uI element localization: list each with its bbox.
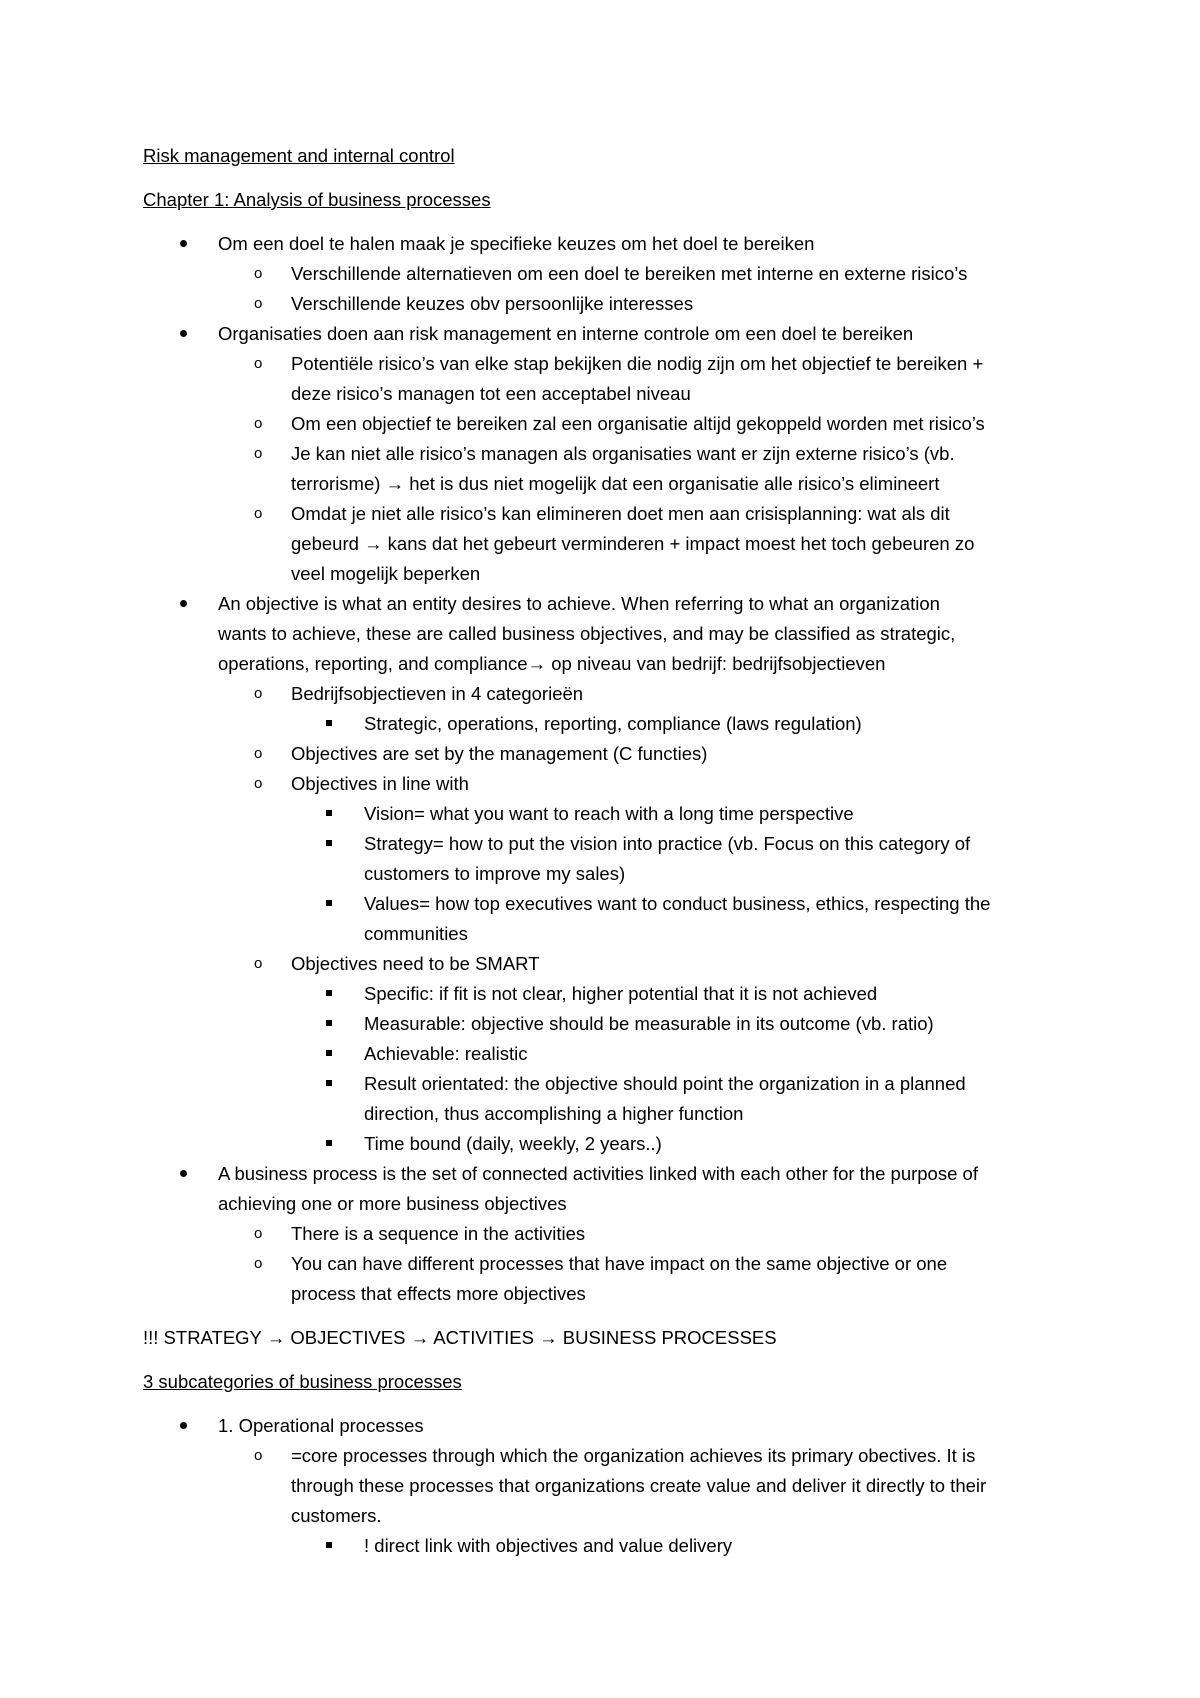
- section-heading: 3 subcategories of business processes: [143, 1371, 462, 1392]
- square-bullet-marker: [326, 829, 332, 859]
- bullet-marker: [180, 1411, 187, 1441]
- sub-bullet-marker: o: [254, 295, 263, 312]
- bullet-text: 1. Operational processes: [218, 1415, 424, 1436]
- square-bullet-marker: [326, 1069, 332, 1099]
- sub-bullet-item: [143, 289, 1083, 319]
- sub-bullet-item: [143, 769, 1083, 799]
- sub-bullet-item: [143, 679, 1083, 709]
- sub-bullet-marker: o: [254, 415, 263, 432]
- sub-bullet-continuation: veel mogelijk beperken: [291, 563, 481, 584]
- sub-bullet-text: Om een objectief te bereiken zal een organisatie altijd gekoppeld worden met risico’s: [291, 413, 985, 434]
- square-bullet-marker: [326, 1009, 332, 1039]
- sub-bullet-text: Objectives in line with: [291, 773, 469, 794]
- sub-sub-bullet-continuation: communities: [364, 923, 468, 944]
- sub-bullet-text: Bedrijfsobjectieven in 4 categorieën: [291, 683, 584, 704]
- sub-sub-bullet-item: [143, 1039, 1083, 1069]
- square-bullet-marker: [326, 979, 332, 1009]
- sub-bullet-item: [143, 259, 1083, 289]
- document-page: [143, 141, 1083, 1561]
- bullet-text: An objective is what an entity desires to achieve. When referring to what an organization: [218, 593, 940, 614]
- square-bullet-marker: [326, 799, 332, 829]
- sub-bullet-marker: o: [254, 775, 263, 792]
- sub-bullet-item: [143, 1441, 1083, 1471]
- sub-sub-bullet-item: [143, 709, 1083, 739]
- sub-bullet-item: [143, 409, 1083, 439]
- sub-bullet-text: Omdat je niet alle risico’s kan elimineren doet men aan crisisplanning: wat als dit: [291, 503, 950, 524]
- sub-sub-bullet-text: Strategy= how to put the vision into practice (vb. Focus on this category of: [364, 833, 971, 854]
- sub-sub-bullet-text: Specific: if fit is not clear, higher potential that it is not achieved: [364, 983, 878, 1004]
- sub-bullet-text: Objectives need to be SMART: [291, 953, 540, 974]
- sub-sub-bullet-text: Measurable: objective should be measurable in its outcome (vb. ratio): [364, 1013, 934, 1034]
- sub-bullet-continuation: gebeurd → kans dat het gebeurt verminderen + impact moest het toch gebeuren zo: [291, 533, 975, 554]
- sub-bullet-item: [143, 499, 1083, 529]
- sub-bullet-continuation: deze risico’s managen tot een acceptabel niveau: [291, 383, 691, 404]
- sub-bullet-item: [143, 1219, 1083, 1249]
- sub-bullet-item: [143, 739, 1083, 769]
- sub-bullet-text: =core processes through which the organization achieves its primary obectives. It is: [291, 1445, 976, 1466]
- bullet-item: [143, 1411, 1083, 1441]
- sub-bullet-text: Verschillende keuzes obv persoonlijke interesses: [291, 293, 694, 314]
- sub-sub-bullet-text: Achievable: realistic: [364, 1043, 528, 1064]
- bullet-item: [143, 1159, 1083, 1189]
- sub-bullet-item: [143, 1249, 1083, 1279]
- bullet-continuation: operations, reporting, and compliance→ op niveau van bedrijf: bedrijfsobjectieven: [218, 653, 886, 674]
- bullet-item: [143, 229, 1083, 259]
- sub-sub-bullet-text: Result orientated: the objective should point the organization in a planned: [364, 1073, 966, 1094]
- sub-sub-bullet-text: Time bound (daily, weekly, 2 years..): [364, 1133, 662, 1154]
- bullet-item: [143, 319, 1083, 349]
- bullet-text: A business process is the set of connected activities linked with each other for the purpose of: [218, 1163, 978, 1184]
- sub-sub-bullet-continuation: customers to improve my sales): [364, 863, 626, 884]
- square-bullet-marker: [326, 1039, 332, 1069]
- sub-sub-bullet-text: Vision= what you want to reach with a long time perspective: [364, 803, 854, 824]
- sub-sub-bullet-item: [143, 979, 1083, 1009]
- bullet-marker: [180, 229, 187, 259]
- sub-bullet-marker: o: [254, 1225, 263, 1242]
- bullet-marker: [180, 319, 187, 349]
- chapter-heading: Chapter 1: Analysis of business processes: [143, 189, 491, 210]
- bullet-text: Organisaties doen aan risk management en interne controle om een doel te bereiken: [218, 323, 914, 344]
- sub-bullet-marker: o: [254, 505, 263, 522]
- sub-bullet-text: There is a sequence in the activities: [291, 1223, 586, 1244]
- bullet-text: Om een doel te halen maak je specifieke keuzes om het doel te bereiken: [218, 233, 815, 254]
- bullet-marker: [180, 1159, 187, 1189]
- sub-sub-bullet-item: [143, 1009, 1083, 1039]
- sub-bullet-marker: o: [254, 745, 263, 762]
- square-bullet-marker: [326, 1129, 332, 1159]
- sub-sub-bullet-text: Values= how top executives want to conduct business, ethics, respecting the: [364, 893, 991, 914]
- sub-bullet-text: You can have different processes that have impact on the same objective or one: [291, 1253, 948, 1274]
- flow-line: !!! STRATEGY → OBJECTIVES → ACTIVITIES → BUSINESS PROCESSES: [143, 1327, 777, 1348]
- sub-bullet-item: [143, 949, 1083, 979]
- sub-bullet-continuation: terrorisme) → het is dus niet mogelijk dat een organisatie alle risico’s elimineert: [291, 473, 940, 494]
- square-bullet-marker: [326, 709, 332, 739]
- sub-bullet-continuation: through these processes that organizations create value and deliver it directly to their: [291, 1475, 987, 1496]
- sub-bullet-marker: o: [254, 1255, 263, 1272]
- sub-bullet-marker: o: [254, 1447, 263, 1464]
- sub-bullet-text: Je kan niet alle risico’s managen als organisaties want er zijn externe risico’s (vb.: [291, 443, 955, 464]
- sub-sub-bullet-item: [143, 799, 1083, 829]
- sub-bullet-marker: o: [254, 355, 263, 372]
- sub-bullet-text: Objectives are set by the management (C functies): [291, 743, 708, 764]
- square-bullet-marker: [326, 889, 332, 919]
- sub-sub-bullet-item: [143, 829, 1083, 859]
- bullet-marker: [180, 589, 187, 619]
- sub-bullet-item: [143, 439, 1083, 469]
- bullet-continuation: wants to achieve, these are called business objectives, and may be classified as strategic,: [218, 623, 956, 644]
- sub-bullet-marker: o: [254, 955, 263, 972]
- sub-sub-bullet-item: [143, 1531, 1083, 1561]
- sub-bullet-continuation: process that effects more objectives: [291, 1283, 586, 1304]
- sub-bullet-item: [143, 349, 1083, 379]
- sub-bullet-text: Verschillende alternatieven om een doel te bereiken met interne en externe risico’s: [291, 263, 968, 284]
- bullet-item: [143, 589, 1083, 619]
- sub-bullet-continuation: customers.: [291, 1505, 382, 1526]
- sub-sub-bullet-item: [143, 889, 1083, 919]
- sub-bullet-marker: o: [254, 445, 263, 462]
- sub-sub-bullet-continuation: direction, thus accomplishing a higher function: [364, 1103, 744, 1124]
- sub-bullet-marker: o: [254, 265, 263, 282]
- sub-sub-bullet-text: Strategic, operations, reporting, compliance (laws regulation): [364, 713, 862, 734]
- sub-sub-bullet-text: ! direct link with objectives and value delivery: [364, 1535, 733, 1556]
- sub-bullet-marker: o: [254, 685, 263, 702]
- sub-sub-bullet-item: [143, 1129, 1083, 1159]
- sub-sub-bullet-item: [143, 1069, 1083, 1099]
- document-title: Risk management and internal control: [143, 145, 455, 166]
- square-bullet-marker: [326, 1531, 332, 1561]
- sub-bullet-text: Potentiële risico’s van elke stap bekijken die nodig zijn om het objectief te bereiken +: [291, 353, 984, 374]
- bullet-continuation: achieving one or more business objectives: [218, 1193, 567, 1214]
